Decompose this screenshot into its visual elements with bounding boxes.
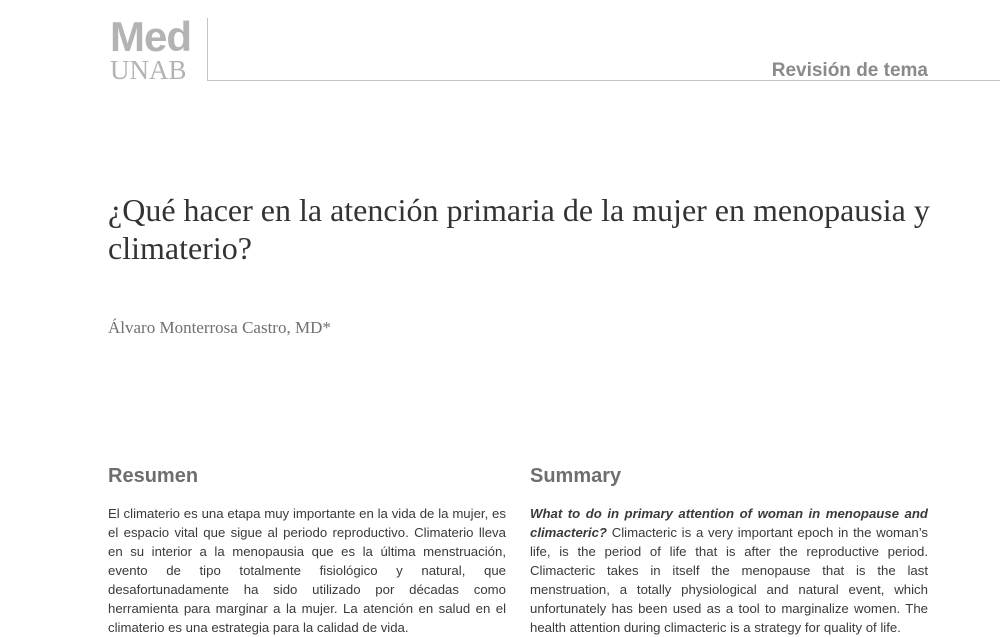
summary-lead-question: What to do in primary attention of woman in menopause and climacteric? [530,506,928,540]
summary-heading: Summary [530,465,622,487]
header-divider-vertical [207,18,208,81]
summary-text: Climacteric is a very important epoch in the woman’s life, is the period of life that is after the reproductive period. Climacteric takes in itself the menopause that is the last menstruation, a totally physiological and natural event, which unfortunately has been used as a tool to marginalize women. The health attention during climacteric is a strategy for quality of life. [530,525,928,635]
section-type-label: Revisión de tema [771,60,928,81]
resumen-heading: Resumen [108,465,199,487]
summary-column [530,462,928,637]
logo-unab-text: UNAB [110,55,187,85]
resumen-text: El climaterio es una etapa muy importante en la vida de la mujer, es el espacio vital que sigue al periodo reproductivo. Climaterio lleva en su interior a la menopausia que es la última menstruación, evento de tipo totalmente fisiológico y natural, que desafortunadamente ha sido utilizado por décadas como herramienta para marginar a la mujer. La atención en salud en el climaterio es una estrategia para la calidad de vida. [108,506,506,635]
article-title: ¿Qué hacer en la atención primaria de la mujer en menopausia y climaterio? [108,192,930,266]
logo-med-text: Med [110,13,191,60]
summary-paragraph [530,492,928,637]
journal-logo [108,13,208,85]
article-author: Álvaro Monterrosa Castro, MD* [108,318,331,337]
resumen-column [108,462,506,637]
